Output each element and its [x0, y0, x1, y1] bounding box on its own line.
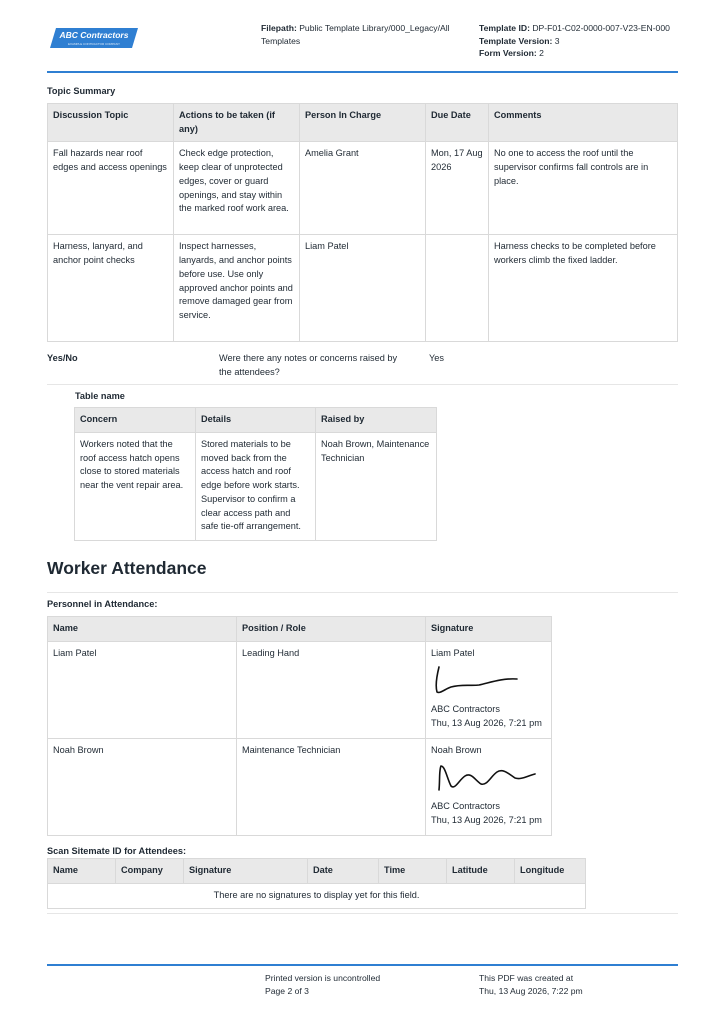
section-divider	[47, 913, 678, 914]
form-version-value: 2	[539, 48, 544, 58]
company-logo	[50, 26, 138, 50]
attendee-name: Liam Patel	[48, 642, 237, 739]
table-cell: Harness, lanyard, and anchor point checks	[48, 235, 174, 342]
column-header: Signature	[426, 617, 552, 642]
table-cell	[426, 235, 489, 342]
column-header: Position / Role	[237, 617, 426, 642]
table-row	[48, 739, 552, 836]
table-cell: Inspect harnesses, lanyards, and anchor points before use. Use only approved anchor points and remove damaged gear from service.	[174, 235, 300, 342]
table-row	[75, 433, 437, 541]
table-cell: Fall hazards near roof edges and access openings	[48, 142, 174, 235]
page-number: Page 2 of 3	[265, 985, 309, 996]
signature-image	[431, 758, 541, 796]
filepath-label: Filepath:	[261, 23, 297, 33]
column-header: Raised by	[316, 408, 437, 433]
table-cell: Workers noted that the roof access hatch opens close to stored materials near the vent repair area.	[75, 433, 196, 541]
table-cell: Check edge protection, keep clear of unprotected edges, cover or guard openings, and stay within the marked roof work area.	[174, 142, 300, 235]
yesno-answer: Yes	[429, 353, 444, 363]
topic-summary-label: Topic Summary	[47, 86, 116, 96]
created-label: This PDF was created at	[479, 973, 574, 983]
yesno-question: Were there any notes or concerns raised by the attendees?	[219, 353, 398, 377]
signature-company: ABC Contractors	[431, 704, 500, 715]
attendee-name: Noah Brown	[48, 739, 237, 836]
logo-badge	[50, 26, 138, 50]
column-header: Discussion Topic	[48, 104, 174, 142]
sitemate-label: Scan Sitemate ID for Attendees:	[47, 846, 187, 856]
signature-name: Liam Patel	[431, 648, 475, 658]
column-header: Concern	[75, 408, 196, 433]
header-divider	[47, 71, 678, 73]
personnel-table	[47, 616, 552, 836]
column-header: Signature	[184, 859, 308, 884]
section-divider	[47, 592, 678, 593]
table-row	[48, 642, 552, 739]
column-header: Longitude	[515, 859, 586, 884]
sitemate-table	[47, 858, 586, 909]
column-header: Time	[379, 859, 447, 884]
form-version-label: Form Version:	[479, 48, 537, 58]
signature-cell	[426, 739, 552, 836]
logo-subtext: EXAMPLE CONTRACTOR COMPANY	[68, 42, 120, 46]
template-id-value: DP-F01-C02-0000-007-V23-EN-000	[532, 23, 670, 33]
column-header: Actions to be taken (if any)	[174, 104, 300, 142]
concerns-table-label: Table name	[75, 391, 125, 401]
created-time: Thu, 13 Aug 2026, 7:22 pm	[479, 985, 583, 996]
worker-attendance-heading: Worker Attendance	[47, 558, 207, 578]
footer-right	[479, 972, 583, 997]
personnel-label: Personnel in Attendance:	[47, 599, 158, 609]
signature-time: Thu, 13 Aug 2026, 7:21 pm	[431, 718, 542, 729]
signature-image	[431, 661, 531, 699]
topic-summary-table	[47, 103, 678, 342]
table-header-row	[48, 617, 552, 642]
table-cell: Noah Brown, Maintenance Technician	[316, 433, 437, 541]
table-cell: Stored materials to be moved back from the access hatch and roof edge before work starts. Supervisor to confirm a clear access path and safe tie-off arrangement.	[196, 433, 316, 541]
section-divider	[47, 384, 678, 385]
signature-cell	[426, 642, 552, 739]
table-cell: No one to access the roof until the supervisor confirms fall controls are in place.	[489, 142, 678, 235]
attendee-role: Maintenance Technician	[237, 739, 426, 836]
footer-divider	[47, 964, 678, 966]
attendee-role: Leading Hand	[237, 642, 426, 739]
column-header: Person In Charge	[300, 104, 426, 142]
table-row	[48, 235, 678, 342]
column-header: Date	[308, 859, 379, 884]
yesno-label: Yes/No	[47, 353, 78, 363]
table-header-row	[48, 859, 586, 884]
template-id-label: Template ID:	[479, 23, 530, 33]
table-cell: Amelia Grant	[300, 142, 426, 235]
template-meta	[479, 22, 709, 60]
table-row	[48, 884, 586, 909]
signature-time: Thu, 13 Aug 2026, 7:21 pm	[431, 815, 542, 826]
template-version-value: 3	[554, 35, 560, 46]
column-header: Name	[48, 617, 237, 642]
footer-left	[265, 972, 380, 997]
concerns-table	[74, 407, 437, 541]
table-cell: Mon, 17 Aug 2026	[426, 142, 489, 235]
table-cell: Harness checks to be completed before workers climb the fixed ladder.	[489, 235, 678, 342]
filepath	[261, 22, 461, 47]
column-header: Latitude	[447, 859, 515, 884]
signature-company: ABC Contractors	[431, 801, 500, 812]
table-header-row	[75, 408, 437, 433]
column-header: Comments	[489, 104, 678, 142]
template-version-label: Template Version:	[479, 35, 553, 46]
column-header: Due Date	[426, 104, 489, 142]
column-header: Name	[48, 859, 116, 884]
table-row	[48, 142, 678, 235]
empty-state-text: There are no signatures to display yet for this field.	[48, 884, 586, 909]
column-header: Details	[196, 408, 316, 433]
table-header-row	[48, 104, 678, 142]
column-header: Company	[116, 859, 184, 884]
filepath-value: Public Template Library/000_Legacy/All Templates	[261, 23, 450, 46]
table-cell: Liam Patel	[300, 235, 426, 342]
uncontrolled-notice: Printed version is uncontrolled	[265, 973, 381, 983]
logo-text: ABC Contractors	[59, 30, 129, 40]
signature-name: Noah Brown	[431, 745, 482, 755]
